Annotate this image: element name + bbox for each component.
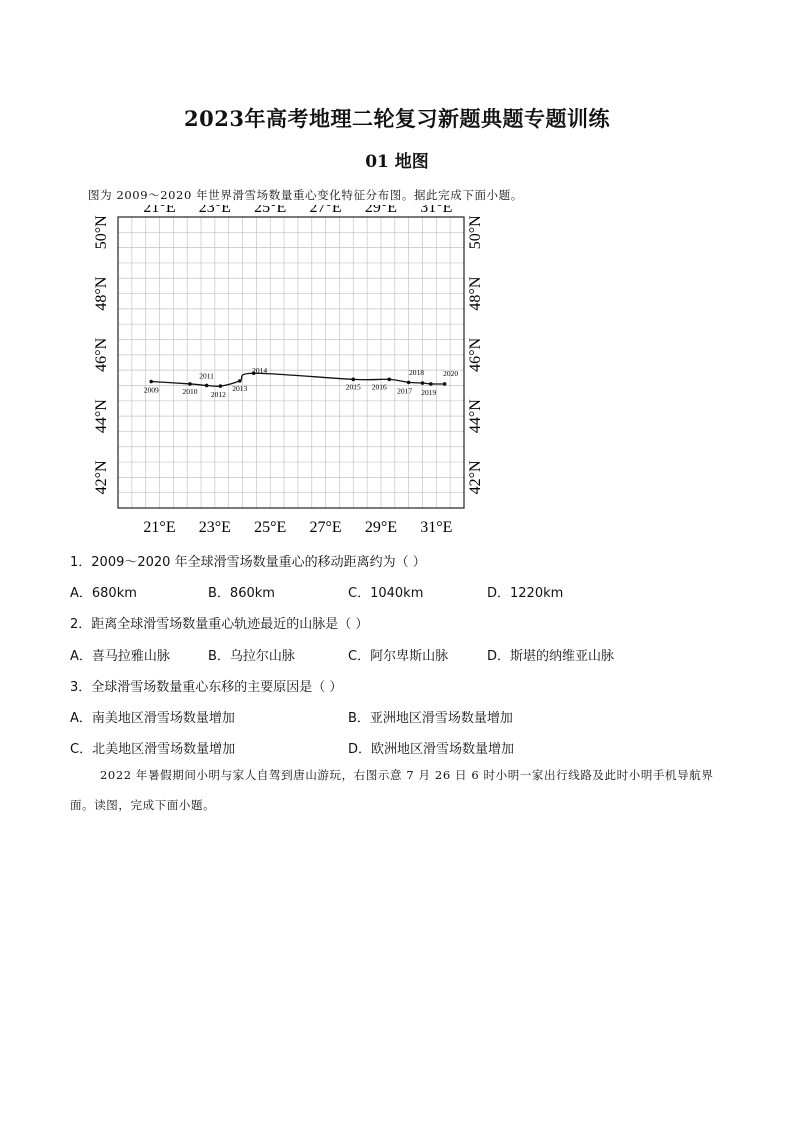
year-label: 2013 [232, 383, 248, 393]
tick-label-bottom: 31°E [420, 519, 453, 536]
tick-label-bottom: 23°E [198, 519, 231, 536]
centroid-point [351, 378, 355, 382]
question-2-option-d[interactable]: D．斯堪的纳维亚山脉 [487, 649, 615, 664]
tick-label-right: 42°N [467, 460, 484, 495]
question-1-option-b[interactable]: B．860km [208, 586, 275, 601]
year-label: 2018 [408, 368, 424, 378]
centroid-chart [70, 205, 490, 545]
centroid-point [238, 379, 242, 383]
question-1-stem: 1．2009～2020 年全球滑雪场数量重心的移动距离约为（ ） [70, 555, 426, 570]
year-label: 2012 [210, 390, 226, 400]
tick-label-top: 21°E [143, 205, 176, 216]
passage-text [70, 760, 730, 820]
question-2-option-b[interactable]: B．乌拉尔山脉 [208, 649, 295, 664]
question-3-option-b[interactable]: B．亚洲地区滑雪场数量增加 [348, 711, 513, 726]
question-1-option-a[interactable]: A．680km [70, 586, 137, 601]
year-label: 2014 [252, 366, 268, 376]
question-2-option-a[interactable]: A．喜马拉雅山脉 [70, 649, 170, 664]
year-label: 2020 [443, 368, 459, 378]
tick-label-right: 48°N [467, 276, 484, 311]
document-title: 2023年高考地理二轮复习新题典题专题训练 [184, 106, 610, 131]
centroid-point [188, 382, 192, 386]
question-2-option-c[interactable]: C．阿尔卑斯山脉 [348, 649, 449, 664]
question-1-option-d[interactable]: D．1220km [487, 586, 564, 601]
year-label: 2016 [371, 382, 387, 392]
tick-label-right: 50°N [467, 215, 484, 250]
centroid-point [421, 381, 425, 385]
centroid-point [219, 384, 223, 388]
question-3-option-a[interactable]: A．南美地区滑雪场数量增加 [70, 711, 235, 726]
centroid-point [443, 382, 447, 386]
tick-label-left: 50°N [93, 215, 110, 250]
tick-label-bottom: 29°E [364, 519, 398, 536]
year-label: 2015 [345, 382, 361, 392]
tick-label-left: 42°N [93, 460, 110, 495]
tick-label-right: 46°N [467, 337, 484, 372]
tick-label-bottom: 27°E [309, 519, 342, 536]
tick-label-right: 44°N [467, 399, 484, 434]
tick-label-top: 29°E [364, 205, 398, 216]
tick-label-left: 48°N [93, 276, 110, 311]
year-label: 2017 [397, 386, 413, 396]
year-label: 2011 [199, 371, 214, 381]
centroid-point [149, 380, 153, 384]
tick-label-left: 44°N [93, 399, 110, 434]
tick-label-bottom: 25°E [254, 519, 287, 536]
year-label: 2010 [182, 386, 198, 396]
tick-label-bottom: 21°E [143, 519, 176, 536]
centroid-point [205, 384, 209, 388]
question-2-stem: 2．距离全球滑雪场数量重心轨迹最近的山脉是（ ） [70, 617, 369, 632]
tick-label-top: 27°E [309, 205, 342, 216]
passage-body: 2022 年暑假期间小明与家人自驾到唐山游玩，右图示意 7 月 26 日 6 时小明一家出行线路及此时小明手机导航界面。读图，完成下面小题。 [70, 768, 714, 812]
tick-label-top: 31°E [420, 205, 453, 216]
question-1-option-c[interactable]: C．1040km [348, 586, 424, 601]
centroid-point [407, 381, 411, 385]
map-frame [118, 217, 464, 508]
tick-label-top: 23°E [198, 205, 231, 216]
figure-intro: 图为 2009～2020 年世界滑雪场数量重心变化特征分布图。据此完成下面小题。 [88, 188, 523, 202]
centroid-map-figure [70, 205, 490, 545]
centroid-point [429, 382, 433, 386]
question-3-option-c[interactable]: C．北美地区滑雪场数量增加 [70, 742, 236, 757]
year-label: 2009 [143, 385, 159, 395]
tick-label-left: 46°N [93, 337, 110, 372]
tick-label-top: 25°E [254, 205, 287, 216]
question-3-option-d[interactable]: D．欧洲地区滑雪场数量增加 [348, 742, 515, 757]
question-3-stem: 3．全球滑雪场数量重心东移的主要原因是（ ） [70, 680, 343, 695]
section-title: 01 地图 [365, 152, 429, 172]
centroid-point [387, 378, 391, 382]
year-label: 2019 [421, 387, 437, 397]
